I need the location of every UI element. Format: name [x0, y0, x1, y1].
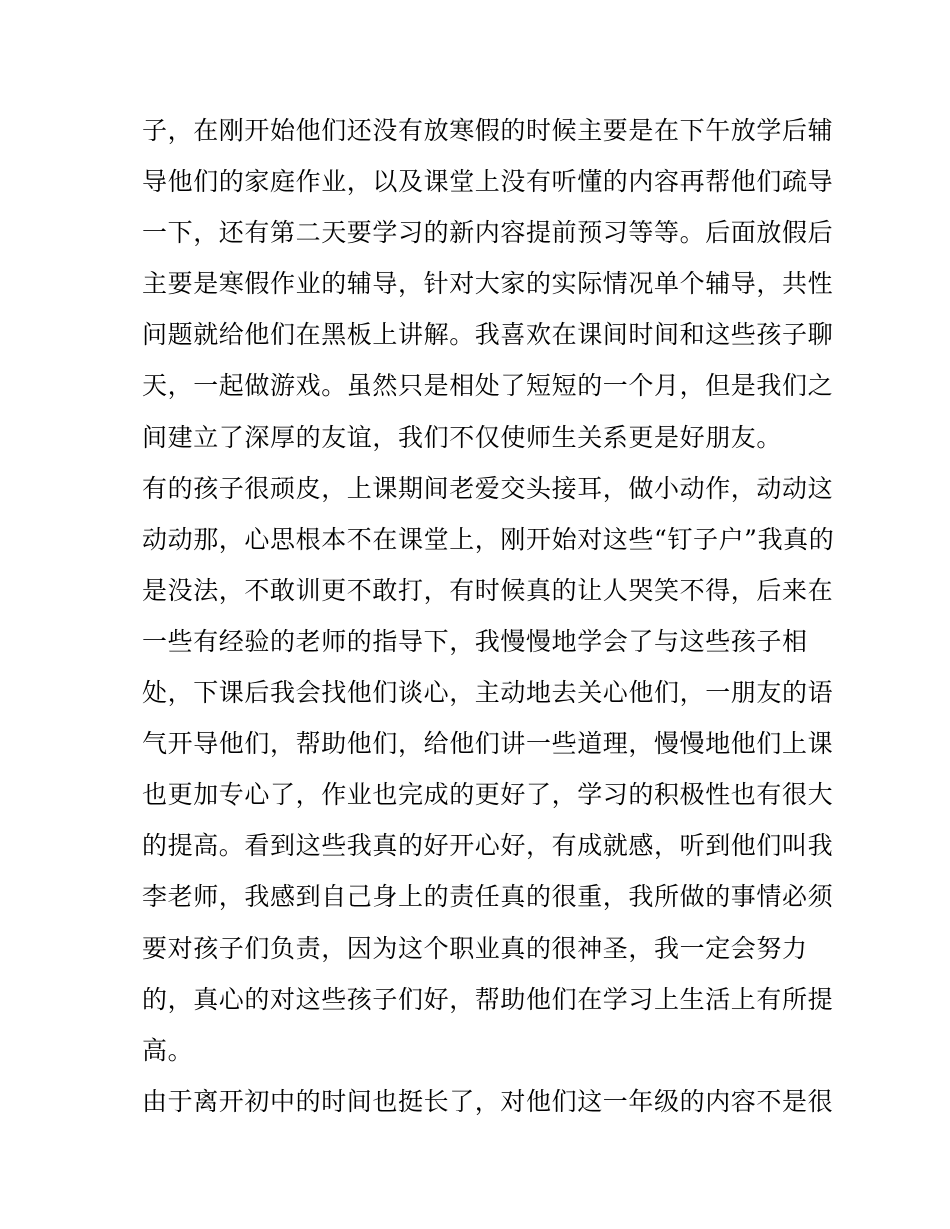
text-line: 处，下课后我会找他们谈心，主动地去关心他们，一朋友的语 [142, 678, 834, 708]
text-line: 有的孩子很顽皮，上课期间老爱交头接耳，做小动作，动动这 [142, 473, 834, 503]
text-line: 子，在刚开始他们还没有放寒假的时候主要是在下午放学后辅 [142, 116, 834, 145]
body-text [142, 105, 835, 1127]
text-line: 间建立了深厚的友谊，我们不仅使师生关系更是好朋友。 [142, 422, 783, 452]
text-line: 高。 [142, 1035, 194, 1065]
text-line: 气开导他们，帮助他们，给他们讲一些道理，慢慢地他们上课 [142, 729, 834, 759]
text-line: 一些有经验的老师的指导下，我慢慢地学会了与这些孩子相 [142, 626, 808, 656]
text-line: 李老师，我感到自己身上的责任真的很重，我所做的事情必须 [142, 882, 834, 912]
text-line: 要对孩子们负责，因为这个职业真的很神圣，我一定会努力 [142, 933, 808, 963]
text-line: 是没法，不敢训更不敢打，有时候真的让人哭笑不得，后来在 [142, 575, 834, 605]
text-line: 导他们的家庭作业，以及课堂上没有听懂的内容再帮他们疏导 [142, 167, 834, 197]
text-line: 的提高。看到这些我真的好开心好，有成就感，听到他们叫我 [142, 831, 834, 861]
text-line: 的，真心的对这些孩子们好，帮助他们在学习上生活上有所提 [142, 984, 834, 1014]
text-line: 也更加专心了，作业也完成的更好了，学习的积极性也有很大 [142, 780, 834, 810]
text-line: 一下，还有第二天要学习的新内容提前预习等等。后面放假后 [142, 218, 834, 248]
text-line: 天，一起做游戏。虽然只是相处了短短的一个月，但是我们之 [142, 371, 834, 401]
text-line: 由于离开初中的时间也挺长了，对他们这一年级的内容不是很 [142, 1086, 834, 1116]
text-line: 问题就给他们在黑板上讲解。我喜欢在课间时间和这些孩子聊 [142, 320, 834, 350]
text-line: 动动那，心思根本不在课堂上，刚开始对这些“钉子户”我真的 [142, 524, 835, 554]
text-line: 主要是寒假作业的辅导，针对大家的实际情况单个辅导，共性 [142, 269, 834, 299]
